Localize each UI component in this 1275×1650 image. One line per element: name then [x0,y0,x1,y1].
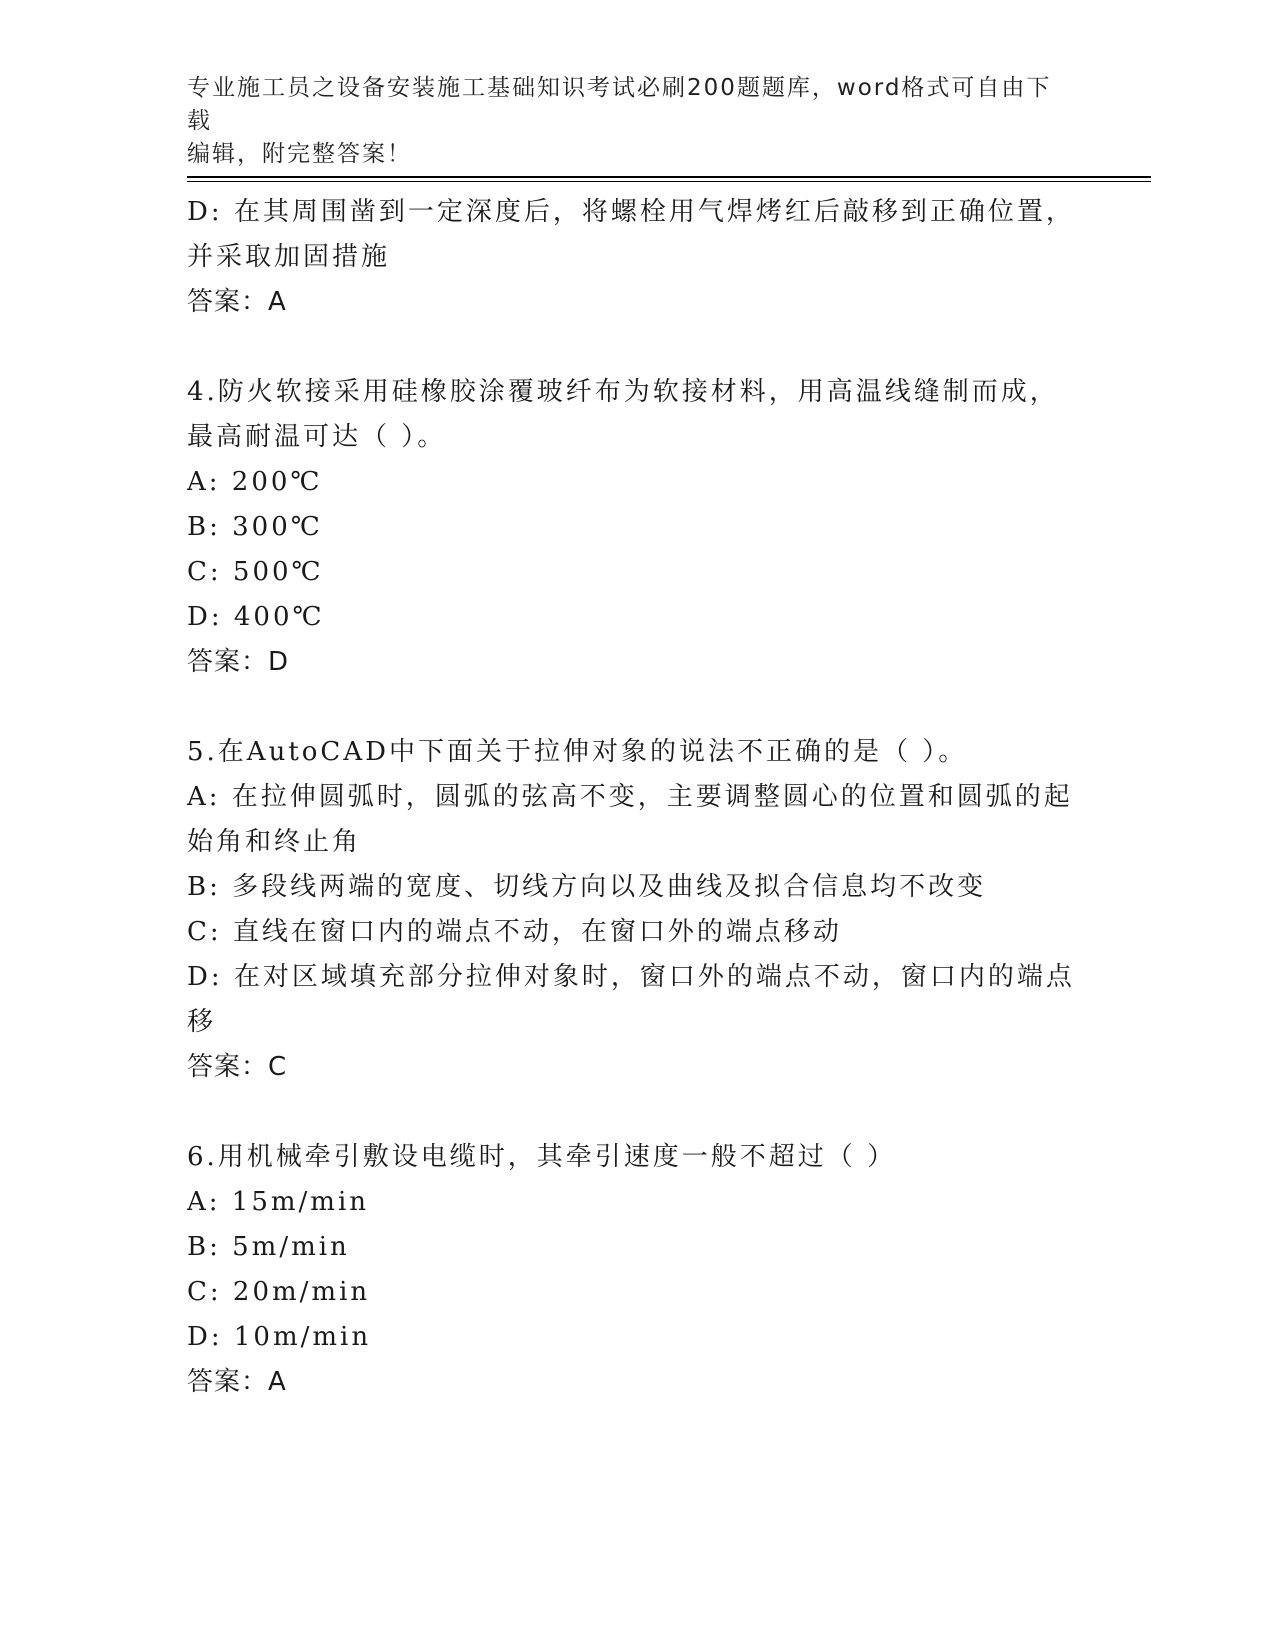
question-list [187,190,1077,1405]
answer-label: 答案：C [187,1052,288,1082]
header-title-line-1: 专业施工员之设备安装施工基础知识考试必刷200题题库，word格式可自由下载 [187,75,1052,134]
option-a: A: 200℃ [187,467,323,497]
question-stem: 6.用机械牵引敷设电缆时，其牵引速度一般不超过（ ） [187,1142,897,1172]
header-divider-thick [187,176,1151,178]
question-stem: 5.在AutoCAD中下面关于拉伸对象的说法不正确的是（ ）。 [187,737,968,767]
option-d: D: 400℃ [187,602,325,632]
option-a-line-2: 始角和终止角 [187,827,362,857]
option-d-line-2: 并采取加固措施 [187,242,391,272]
option-d-line-1: D: 在其周围凿到一定深度后，将螺栓用气焊烤红后敲移到正确位置， [187,197,1075,227]
page-header [187,72,1067,171]
option-c: C: 20m/min [187,1277,371,1307]
option-d-line-1: D: 在对区域填充部分拉伸对象时，窗口外的端点不动，窗口内的端点 [187,962,1075,992]
question-stem-line-2: 最高耐温可达（ ）。 [187,422,447,452]
option-a-line-1: A: 在拉伸圆弧时，圆弧的弦高不变，主要调整圆心的位置和圆弧的起 [187,782,1073,812]
option-b: B: 300℃ [187,512,323,542]
option-c: C: 500℃ [187,557,324,587]
spacer [187,325,1077,370]
option-d: D: 10m/min [187,1322,372,1352]
spacer [187,1090,1077,1135]
question-stem-line-1: 4.防火软接采用硅橡胶涂覆玻纤布为软接材料，用高温线缝制而成， [187,377,1059,407]
answer-label: 答案：A [187,287,287,317]
question-6 [187,1135,1077,1405]
option-a: A: 15m/min [187,1187,370,1217]
header-divider-thin [187,181,1151,182]
spacer [187,685,1077,730]
option-b: B: 5m/min [187,1232,350,1262]
option-d-line-2: 移 [187,1007,217,1037]
header-title-line-2: 编辑，附完整答案！ [187,141,412,167]
answer-label: 答案：A [187,1367,287,1397]
option-c: C: 直线在窗口内的端点不动，在窗口外的端点移动 [187,917,842,947]
question-3-tail [187,190,1077,325]
answer-label: 答案：D [187,647,290,677]
question-5 [187,730,1077,1090]
question-4 [187,370,1077,685]
option-b: B: 多段线两端的宽度、切线方向以及曲线及拟合信息均不改变 [187,872,987,902]
